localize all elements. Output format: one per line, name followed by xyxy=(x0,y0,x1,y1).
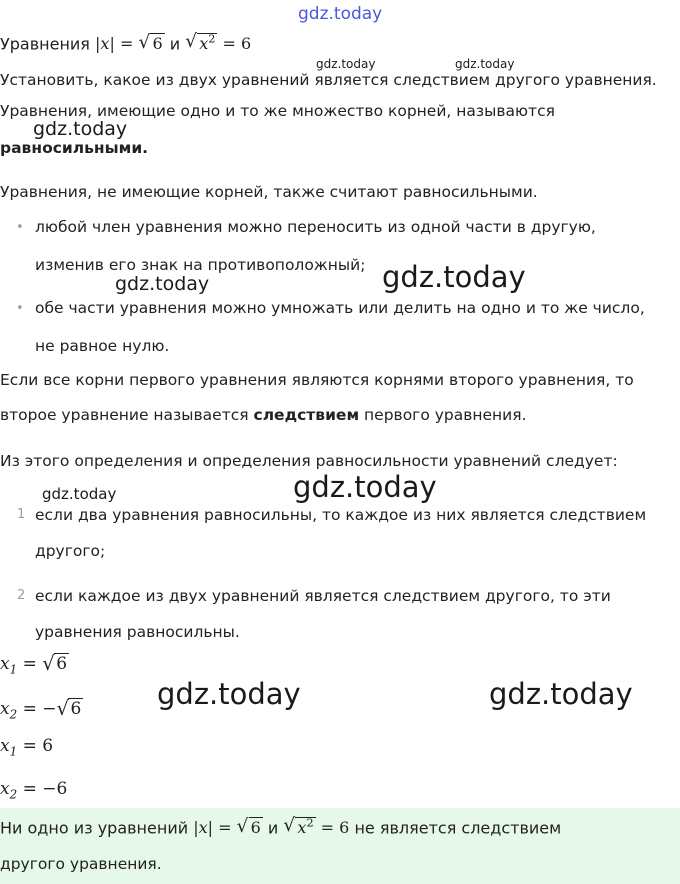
task-statement: Установить, какое из двух уравнений является следствием другого уравнения. xyxy=(0,71,657,89)
equation-abs: |x| = √ 6 xyxy=(95,34,165,53)
bullet-marker: • xyxy=(16,301,24,316)
follows-line: Из этого определения и определения равносильности уравнений следует: xyxy=(0,452,618,470)
equation-sqrt: √ $x^2 = 6$ xyxy=(185,34,251,53)
watermark: gdz.today xyxy=(42,485,117,503)
equation-abs: |x| = √ 6 xyxy=(193,818,263,837)
consequence-line2: второе уравнение называется следствием первого уравнения. xyxy=(0,406,527,424)
numbered-item-1-line1: если два уравнения равносильны, то каждое из них является следствием xyxy=(35,506,647,524)
conclusion-line2: другого уравнения. xyxy=(0,855,162,873)
solution-x1-sqrt: $x_1$ = √ 6 xyxy=(0,654,69,676)
definition-term: равносильными. xyxy=(0,139,149,157)
list-number: 2 xyxy=(17,588,26,603)
watermark: gdz.today xyxy=(33,118,128,140)
bullet-marker: • xyxy=(16,220,24,235)
solution-x1: $x_1 = 6$ xyxy=(0,736,54,759)
watermark: gdz.today xyxy=(455,57,515,71)
consequence-term: следствием xyxy=(253,406,360,424)
bullet-item-1-line2: изменив его знак на противоположный; xyxy=(35,256,366,274)
numbered-item-2-line2: уравнения равносильны. xyxy=(35,623,240,641)
heading-conj: и xyxy=(169,34,181,54)
bullet-item-1-line1: любой член уравнения можно переносить из одной части в другую, xyxy=(35,218,596,236)
watermark: gdz.today xyxy=(489,677,633,711)
task-heading xyxy=(0,33,251,53)
equation-sqrt: √ $x^2 = 6$ xyxy=(283,818,349,837)
watermark-top: gdz.today xyxy=(298,4,383,24)
watermark: gdz.today xyxy=(115,273,210,295)
numbered-item-1-line2: другого; xyxy=(35,542,106,560)
bullet-item-2-line2: не равное нулю. xyxy=(35,337,170,355)
bullet-item-2-line1: обе части уравнения можно умножать или делить на одно и то же число, xyxy=(35,299,645,317)
solution-x2-sqrt: $x_2$ = −√ 6 xyxy=(0,699,83,721)
definition-line: Уравнения, имеющие одно и то же множество корней, называются xyxy=(0,102,555,120)
watermark: gdz.today xyxy=(382,260,526,294)
watermark: gdz.today xyxy=(293,470,437,504)
watermark: gdz.today xyxy=(316,57,376,71)
heading-prefix: Уравнения xyxy=(0,34,90,54)
numbered-item-2-line1: если каждое из двух уравнений является следствием другого, то эти xyxy=(35,587,611,605)
conclusion-line1: Ни одно из уравнений |x| = √ 6 и √ $x^2 = 6$ не является следствием xyxy=(0,817,561,837)
consequence-line1: Если все корни первого уравнения являются корнями второго уравнения, то xyxy=(0,371,634,389)
watermark: gdz.today xyxy=(157,677,301,711)
definition-no-roots: Уравнения, не имеющие корней, также считают равносильными. xyxy=(0,183,538,201)
list-number: 1 xyxy=(17,507,26,522)
solution-x2: $x_2 = -6$ xyxy=(0,779,68,802)
